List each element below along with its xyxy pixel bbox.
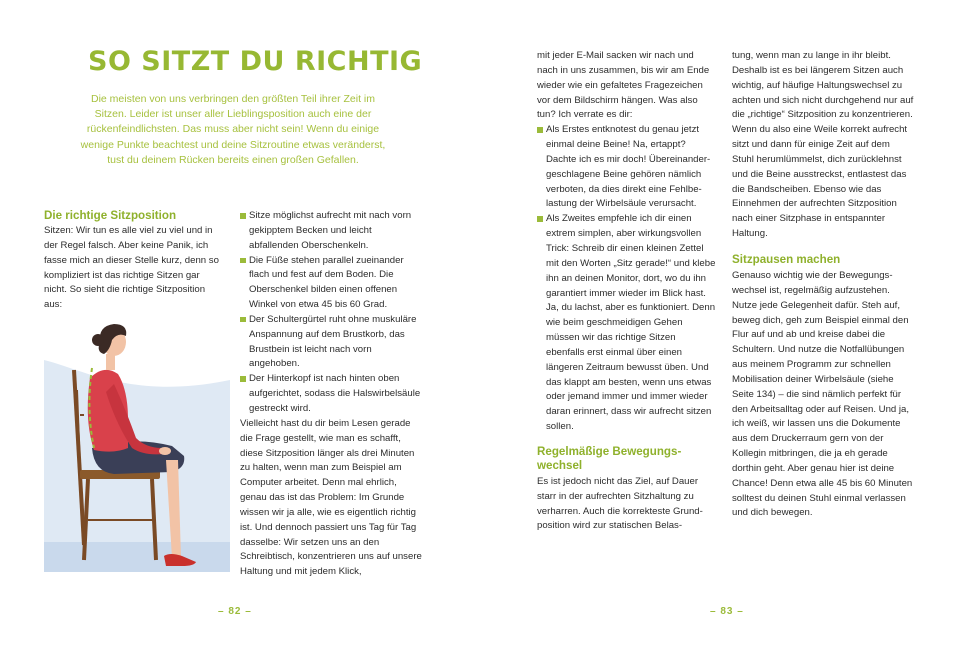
floor-shadow bbox=[44, 542, 230, 572]
page-number-left: – 82 – bbox=[218, 606, 252, 617]
intro-paragraph: Die meisten von uns verbringen den größten Teil ihrer Zeit im Sitzen. Leider ist unser aller Lieblingsposition auch eine der rückenfeindlichsten. Das muss aber nicht sein! Wenn du einige wenige Punkte beachtest und deine Sitzroutine etwas veränderst, tust du deinem Rücken bereits einen großen Gefallen. bbox=[80, 93, 386, 166]
green-square-bullet-icon bbox=[537, 216, 543, 222]
list-item: Der Hinterkopf ist nach hinten oben aufgerichtet, sodass die Halswirbelsäule gestreckt wird. bbox=[240, 372, 423, 417]
list-item: Als Zweites empfehle ich dir einen extrem simplen, aber wirkungsvollen Trick: Schreib dir einen kleinen Zettel mit den Worten „Sitz gerade!“ und klebe ihn an deinen Monitor, dort, wo du ihn garantiert immer wieder im Blick hast. Ja, du lachst, aber es funktioniert. Denn wie beim geschmeidigen Gehen müssen wir das richtige Sitzen ebenfalls erst einmal über einen längeren Zeitraum bewusst üben. Und das klappt am besten, wenn uns etwas oder jemand immer und immer wieder daran erinnert, dass wir aufrecht sitzen sollen. bbox=[537, 212, 716, 435]
hand bbox=[159, 447, 171, 455]
column-4-text-3: Genauso wichtig wie der Bewegungswechsel ist, regelmäßig aufzustehen. Nutze jede Gelegenheit dafür. Steh auf, beweg dich, geh zum Beispiel einmal den Flur auf und ab und kreise dabei die Schultern. Und nutze die Notfallübungen aus meinem Programm zur schnellen Mobilisation deiner Wirbelsäule (siehe Seite 134) – die sind nämlich perfekt für den Arbeitsalltag oder auf Reisen. Und ja, ich weiß, wir lassen uns die Dokumente aus dem Druckerraum gern von der Kollegin mitbringen, die ja eh gerade dorthin geht. Aber genau hier ist deine Chance! Denn etwa alle 45 bis 60 Minuten solltest du deinen Stuhl einmal verlassen und dich bewegen. bbox=[732, 269, 913, 519]
column-3 bbox=[537, 49, 716, 534]
column-3-text-intro: mit jeder E-Mail sacken wir nach und nach in uns zusammen, bis wir am Ende wieder wie ein gefaltetes Fragezeichen vor dem Bildschirm hängen. Was also tun? Ich verrate es dir: bbox=[537, 50, 710, 121]
column-1-text: Sitzen: Wir tun es alle viel zu viel und in der Regel falsch. Aber keine Panik, ich fasse mich an dieser Stelle kurz, denn so kompliziert ist das richtige Sitzen gar nicht. So sieht die richtige Sitzposition aus: bbox=[44, 225, 219, 311]
heading-richtige-sitzposition: Die richtige Sitzposition bbox=[44, 209, 177, 222]
column-4-text-2: Wenn du also eine Weile korrekt aufrecht sitzt und dann für einige Zeit auf dem Stuhl herumlümmelst, dich zurücklehnst und die Beine ausstreckst, entlastest das die Bandscheiben. Ebenso wie das Einnehmen der aufrechten Sitzposition nach einer Sitzphase in entspannter Haltung. bbox=[732, 124, 908, 240]
tips-list bbox=[537, 123, 716, 435]
heading-bewegungswechsel: Regelmäßige Bewegungswechsel bbox=[537, 444, 682, 472]
green-square-bullet-icon bbox=[240, 317, 246, 323]
sitting-tips-list bbox=[240, 209, 423, 417]
list-item: Die Füße stehen parallel zueinander flach und fest auf dem Boden. Die Oberschenkel bilden einen offenen Winkel von etwa 45 bis 60 Grad. bbox=[240, 254, 423, 313]
column-1 bbox=[44, 209, 220, 313]
column-2-text: Vielleicht hast du dir beim Lesen gerade die Frage gestellt, wie man es schafft, diese Sitzposition länger als drei Minuten zu halten, wenn man zum Beispiel am Computer arbeitet. Denn mal ehrlich, genau das ist das Problem: Im Grunde wissen wir ja alle, wie es eigentlich richtig ist. Und dennoch passiert uns Tag für Tag dasselbe: Wir setzen uns an den Schreibtisch, konzentrieren uns auf unsere Haltung und mit jedem Klick, bbox=[240, 417, 422, 578]
column-2 bbox=[240, 209, 423, 580]
green-square-bullet-icon bbox=[240, 376, 246, 382]
page-number-right: – 83 – bbox=[710, 606, 744, 617]
list-item: Der Schultergürtel ruht ohne muskuläre Anspannung auf dem Brustkorb, das Brustbein ist leicht nach vorn angehoben. bbox=[240, 313, 423, 372]
neck bbox=[106, 354, 115, 370]
hair-bun bbox=[92, 334, 104, 346]
green-square-bullet-icon bbox=[240, 258, 246, 264]
list-item: Sitze möglichst aufrecht mit nach vorn gekipptem Becken und leicht abfallenden Oberschenkeln. bbox=[240, 209, 423, 254]
heading-sitzpausen: Sitzpausen machen bbox=[732, 252, 841, 266]
column-4 bbox=[732, 49, 914, 521]
column-4-text-1: tung, wenn man zu lange in ihr bleibt. Deshalb ist es bei längerem Sitzen auch wichtig, auf häufige Haltungswechsel zu achten und sich nicht durchgehend nur auf die „richtige“ Sitzposition zu konzentrieren. bbox=[732, 50, 914, 121]
green-square-bullet-icon bbox=[537, 127, 543, 133]
green-square-bullet-icon bbox=[240, 213, 246, 219]
page-title: SO SITZT DU RICHTIG bbox=[88, 46, 423, 77]
woman-sitting-on-chair-illustration bbox=[44, 320, 230, 572]
column-3-text-end: Es ist jedoch nicht das Ziel, auf Dauer starr in der aufrechten Sitzhaltung zu verharren. Auch die korrekteste Grundposition wird zur statischen Belas- bbox=[537, 475, 703, 532]
list-item: Als Erstes entknotest du genau jetzt einmal deine Beine! Na, ertappt? Dachte ich es mir doch! Übereinandergeschlagene Beine gehören nämlich verboten, da dies direkt eine Fehlbelastung der Wirbelsäule verursacht. bbox=[537, 123, 716, 212]
